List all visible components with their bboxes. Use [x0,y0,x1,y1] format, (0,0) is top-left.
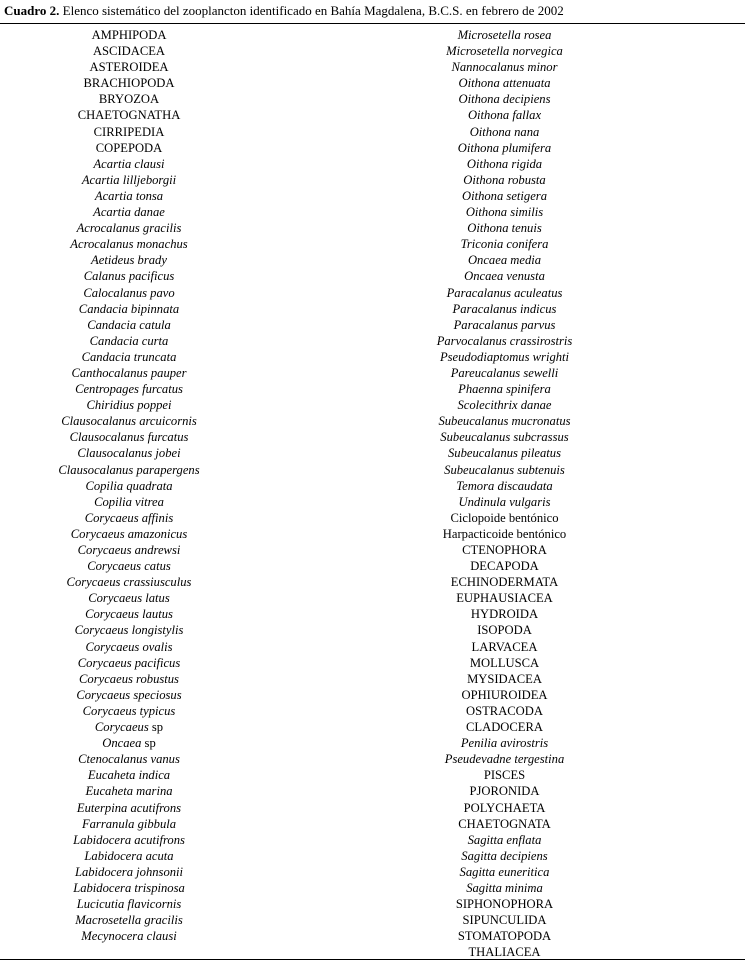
taxon-name: Sagitta decipiens [461,848,548,863]
taxon-entry [0,735,258,751]
taxon-name: Eucaheta indica [87,768,171,783]
taxon-entry [0,622,258,638]
taxon-entry [0,864,258,880]
taxon-name: Candacia truncata [81,349,177,364]
taxon-name: Nannocalanus minor [451,60,558,75]
taxon-entry [0,445,258,461]
taxon-entry [380,301,629,317]
taxon-name: Temora discaudata [456,478,553,493]
taxon-entry [380,397,629,413]
taxon-name: STOMATOPODA [457,929,552,944]
taxon-entry [0,606,258,622]
taxon-entry [0,816,258,832]
taxon-name: CTENOPHORA [462,543,547,557]
taxon-entry [380,639,629,655]
taxon-entry [380,188,629,204]
taxon-name: Corycaeus robustus [79,671,179,686]
taxon-name: Paracalanus aculeatus [446,285,563,300]
taxon-entry [0,27,258,43]
taxon-entry [380,220,629,236]
taxon-name: PISCES [483,768,526,783]
taxon-name: CIRRIPEDIA [93,124,165,139]
taxon-name: Corycaeus speciosus [76,687,182,702]
taxon-name: Penilia avirostris [460,736,549,751]
taxon-entry [0,236,258,252]
taxon-name: Macrosetella gracilis [75,913,183,928]
taxon-entry [0,107,258,123]
taxon-name: Subeucalanus subtenuis [444,462,565,477]
taxon-entry [0,317,258,333]
taxon-entry [0,783,258,799]
taxon-name: Corycaeus pacificus [77,655,181,670]
taxon-name: ECHINODERMATA [450,575,559,590]
taxon-name: Oithona setigera [461,188,547,203]
taxon-entry [380,381,629,397]
taxon-entry [0,719,258,735]
taxon-entry [0,510,258,526]
taxon-suffix: sp [148,720,164,735]
taxon-entry [0,268,258,284]
taxon-entry [0,204,258,220]
taxon-name: Microsetella norvegica [446,44,563,59]
taxon-name: Oithona decipiens [458,92,551,107]
taxon-name: BRACHIOPODA [83,76,175,91]
taxon-name: ASTEROIDEA [89,60,169,75]
taxon-entry [380,317,629,333]
taxon-entry [0,478,258,494]
bottom-rule [0,959,745,960]
taxon-entry [380,767,629,783]
taxon-entry [380,671,629,687]
taxon-name: CLADOCERA [466,720,543,735]
taxon-name: Acartia danae [93,205,165,220]
taxon-entry [0,848,258,864]
taxon-name: Oncaea venusta [464,269,545,284]
taxon-name: Corycaeus longistylis [74,623,184,638]
taxon-name: CHAETOGNATA [458,816,551,831]
taxon-entry [380,445,629,461]
taxon-name: Centropages furcatus [75,382,183,397]
taxon-entry [0,574,258,590]
taxon-entry [380,526,629,542]
taxon-name: SIPHONOPHORA [455,897,554,912]
taxon-entry [0,429,258,445]
taxon-entry [0,832,258,848]
taxon-name: Oithona plumifera [457,140,552,155]
taxon-name: Corycaeus typicus [82,703,176,718]
taxon-name: Acartia tonsa [94,188,164,203]
taxon-entry [380,655,629,671]
taxon-entry [0,880,258,896]
taxon-entry [380,590,629,606]
taxon-entry [0,462,258,478]
taxon-name: Corycaeus latus [88,591,170,606]
taxon-name: POLYCHAETA [463,800,546,815]
taxon-entry [380,462,629,478]
taxon-name: Sagitta enflata [467,832,542,847]
taxon-entry [0,494,258,510]
taxon-entry [380,107,629,123]
taxon-entry [380,864,629,880]
taxon-name: Sagitta euneritica [459,864,550,879]
taxon-entry [380,172,629,188]
taxon-entry [380,800,629,816]
taxon-name: Pareucalanus sewelli [450,365,559,380]
taxon-name: Acrocalanus gracilis [76,221,182,236]
taxon-name: AMPHIPODA [91,28,167,42]
taxon-entry [380,43,629,59]
taxon-entry [0,751,258,767]
taxon-entry [0,639,258,655]
taxon-entry [380,622,629,638]
taxon-entry [0,671,258,687]
taxon-name: Corycaeus lautus [85,607,173,622]
taxon-name: Subeucalanus pileatus [448,446,561,461]
taxon-entry [380,510,629,526]
taxon-name: Undinula vulgaris [458,494,551,509]
taxon-entry [380,912,629,928]
taxon-entry [0,140,258,156]
taxon-entry [380,687,629,703]
taxon-name: Corycaeus [94,720,149,735]
taxon-entry [0,558,258,574]
left-column [0,27,258,944]
taxon-name: Labidocera johnsonii [74,864,184,879]
taxon-name: Oithona robusta [463,172,546,187]
taxon-name: Corycaeus andrewsi [77,543,181,557]
taxon-entry [380,751,629,767]
taxon-name: Copilia quadrata [85,478,173,493]
taxon-name: Ciclopoide bentónico [450,510,559,525]
taxon-entry [0,928,258,944]
taxon-entry [380,574,629,590]
taxon-name: Canthocalanus pauper [71,365,187,380]
taxon-name: COPEPODA [95,140,163,155]
taxon-entry [380,349,629,365]
taxon-entry [380,735,629,751]
caption-text: Elenco sistemático del zooplancton identificado en Bahía Magdalena, B.C.S. en febrero de 2002 [59,3,564,18]
taxon-entry [380,719,629,735]
taxon-entry [380,558,629,574]
taxon-entry [380,880,629,896]
taxon-name: Copilia vitrea [94,494,164,509]
taxon-entry [380,91,629,107]
taxon-name: SIPUNCULIDA [462,913,547,928]
taxon-name: Sagitta minima [466,880,543,895]
taxon-name: Oncaea media [467,253,542,268]
taxon-name: Euterpina acutifrons [76,800,182,815]
taxon-name: Parvocalanus crassirostris [436,333,573,348]
taxon-name: Clausocalanus furcatus [69,430,189,445]
taxon-name: DECAPODA [470,559,539,574]
taxon-name: HYDROIDA [470,607,539,622]
taxon-entry [0,59,258,75]
taxon-entry [0,397,258,413]
taxon-entry [380,27,629,43]
taxon-name: Corycaeus affinis [84,510,174,525]
taxon-entry [380,204,629,220]
taxon-entry [0,156,258,172]
taxon-entry [380,140,629,156]
taxon-name: Clausocalanus parapergens [58,462,200,477]
taxon-name: Candacia catula [87,317,171,332]
taxon-entry [380,429,629,445]
taxon-name: Microsetella rosea [457,28,552,42]
taxon-entry [380,494,629,510]
taxon-name: Clausocalanus jobei [77,446,181,461]
taxon-entry [380,413,629,429]
taxon-name: Candacia curta [89,333,169,348]
taxon-name: Paracalanus parvus [453,317,556,332]
taxon-name: Scolecithrix danae [457,398,552,413]
taxon-entry [0,687,258,703]
taxon-entry [0,590,258,606]
taxon-entry [380,478,629,494]
taxon-entry [380,783,629,799]
taxon-name: Calocalanus pavo [83,285,175,300]
taxon-entry [380,928,629,944]
taxon-name: OPHIUROIDEA [461,687,548,702]
top-rule [0,23,745,24]
taxon-name: Pseudodiaptomus wrighti [439,349,570,364]
right-column [380,27,629,960]
taxon-entry [0,767,258,783]
taxon-name: Mecynocera clausi [81,929,177,944]
taxon-suffix: sp [141,736,156,751]
taxon-name: Oithona nana [469,124,540,139]
taxon-entry [0,365,258,381]
taxon-entry [380,124,629,140]
taxon-name: Oithona similis [465,205,544,220]
taxon-name: Phaenna spinifera [458,382,551,397]
taxon-name: OSTRACODA [466,703,543,718]
taxon-name: EUPHAUSIACEA [456,591,553,606]
taxon-name: Corycaeus crassiusculus [66,575,192,590]
taxon-entry [0,542,258,558]
taxon-name: Oithona fallax [467,108,542,123]
taxon-name: Corycaeus ovalis [85,639,173,654]
taxon-name: ASCIDACEA [92,44,166,59]
taxon-entry [0,220,258,236]
taxon-name: Calanus pacificus [83,269,175,284]
taxon-entry [380,703,629,719]
table-caption [4,2,564,20]
taxon-entry [0,349,258,365]
taxon-entry [0,188,258,204]
taxon-entry [0,381,258,397]
taxon-name: Chiridius poppei [86,398,172,413]
taxon-entry [0,800,258,816]
taxon-entry [380,75,629,91]
taxon-entry [0,75,258,91]
taxon-entry [0,301,258,317]
taxon-name: Corycaeus amazonicus [70,526,188,541]
taxon-entry [380,848,629,864]
taxon-name: Oithona rigida [466,156,543,171]
taxon-entry [380,542,629,558]
taxon-entry [380,236,629,252]
taxon-entry [0,252,258,268]
taxon-entry [0,172,258,188]
taxon-name: Corycaeus catus [87,559,171,574]
taxon-name: MOLLUSCA [469,655,540,670]
taxon-entry [0,124,258,140]
taxon-name: PJORONIDA [469,784,540,799]
taxon-name: Acartia clausi [93,156,165,171]
taxon-name: Subeucalanus mucronatus [438,414,571,429]
taxon-entry [380,606,629,622]
taxon-name: Oncaea [102,736,142,751]
taxon-entry [380,896,629,912]
taxon-entry [380,156,629,172]
taxon-entry [0,896,258,912]
taxon-name: Oithona attenuata [458,76,551,91]
taxon-entry [0,912,258,928]
taxon-name: Subeucalanus subcrassus [440,430,569,445]
taxon-name: Paracalanus indicus [452,301,557,316]
taxon-entry [380,268,629,284]
taxon-name: THALIACEA [468,945,541,960]
taxon-entry [380,816,629,832]
taxon-entry [0,285,258,301]
taxon-entry [0,413,258,429]
taxon-name: Aetideus brady [91,253,167,268]
taxon-name: Farranula gibbula [81,816,177,831]
taxon-name: Labidocera acutifrons [73,832,185,847]
taxon-name: Labidocera trispinosa [73,880,185,895]
taxon-name: Eucaheta marina [85,784,173,799]
taxon-entry [380,365,629,381]
taxon-name: Labidocera acuta [84,848,174,863]
taxon-entry [380,333,629,349]
taxon-entry [0,333,258,349]
taxon-entry [0,703,258,719]
taxon-name: Lucicutia flavicornis [76,897,182,912]
taxon-name: Ctenocalanus vanus [78,752,180,767]
taxon-entry [0,655,258,671]
taxon-entry [380,59,629,75]
taxon-entry [380,832,629,848]
taxon-name: Candacia bipinnata [78,301,180,316]
taxon-name: CHAETOGNATHA [77,108,181,123]
taxon-entry [0,91,258,107]
taxon-entry [0,43,258,59]
taxon-name: Harpacticoide bentónico [442,526,567,541]
taxon-name: LARVACEA [471,639,538,654]
taxon-name: BRYOZOA [98,92,160,107]
taxon-name: MYSIDACEA [467,671,542,686]
taxon-name: ISOPODA [477,623,532,638]
taxon-name: Clausocalanus arcuicornis [61,414,197,429]
taxon-name: Oithona tenuis [467,221,542,236]
caption-label: Cuadro 2. [4,3,60,18]
taxon-entry [380,252,629,268]
taxon-name: Pseudevadne tergestina [444,752,565,767]
taxon-name: Triconia conifera [460,237,549,252]
taxon-name: Acartia lilljeborgii [81,172,177,187]
taxon-entry [0,526,258,542]
taxon-entry [380,285,629,301]
taxon-name: Acrocalanus monachus [70,237,188,252]
